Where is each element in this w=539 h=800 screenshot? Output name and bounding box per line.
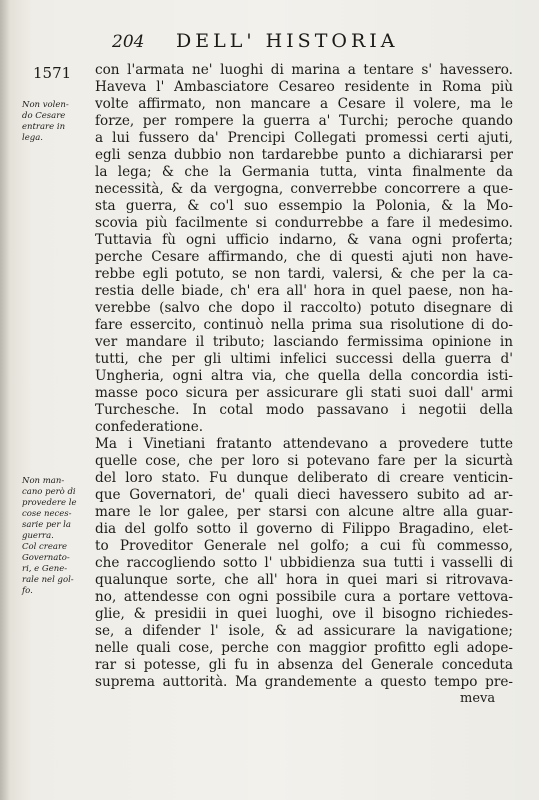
body-line: volte affirmato, non mancare a Cesare il volere, ma le — [95, 96, 513, 112]
gutter-shadow — [0, 0, 10, 800]
margin-note-line: Non volen- — [22, 100, 69, 110]
margin-note-line: Non man- — [22, 476, 65, 486]
page-header — [112, 30, 532, 56]
margin-note-line: fo. — [22, 586, 33, 596]
body-line: scovia più facilmente si condurrebbe a fare il medesimo. — [95, 215, 513, 231]
body-line: mare le lor galee, per starsi con alcune altre alla guar- — [95, 504, 513, 520]
body-line: tutti, che per gli ultimi infelici successi della guerra d' — [95, 351, 513, 367]
body-line: Turchesche. In cotal modo passavano i negotii della — [95, 402, 513, 418]
body-line: nelle quali cose, perche con maggior profitto egli adope- — [95, 640, 513, 656]
body-line: rebbe egli potuto, se non tardi, valersi, & che per la ca- — [95, 266, 513, 282]
body-line: con l'armata ne' luoghi di marina a tentare s' havessero. — [95, 62, 513, 78]
margin-note-line: guerra. — [22, 531, 54, 541]
body-line: che raccogliendo sotto l' ubbidienza sua tutti i vasselli di — [95, 555, 513, 571]
body-line: perche Cesare affirmando, che di questi ajuti non have- — [95, 249, 513, 265]
margin-note-2 — [22, 476, 88, 597]
body-line: del loro stato. Fu dunque deliberato di creare venticin- — [95, 470, 513, 486]
body-line: quelle cose, che per loro si potevano fare per la sicurtà — [95, 453, 513, 469]
marginal-year: 1571 — [33, 64, 72, 82]
body-line: Ma i Vinetiani fratanto attendevano a provedere tutte — [95, 436, 513, 452]
margin-note-line: cose neces- — [22, 509, 72, 519]
body-line: masse poco sicura per assicurare gli stati suoi dall' armi — [95, 385, 513, 401]
margin-note-line: cano però di — [22, 487, 76, 497]
margin-note-1 — [22, 100, 88, 144]
body-line: egli senza dubbio non tardarebbe punto a dichiararsi per — [95, 147, 513, 163]
margin-note-line: do Cesare — [22, 111, 66, 121]
body-line: restia delle biade, ch' era all' hora in quel paese, non ha- — [95, 283, 513, 299]
body-line: verebbe (salvo che dopo il raccolto) potuto disegnare di — [95, 300, 513, 316]
body-line: necessità, & da vergogna, converrebbe concorrere a que- — [95, 181, 513, 197]
margin-note-line: Col creare — [22, 542, 68, 552]
margin-note-line: ri, e Gene- — [22, 564, 68, 574]
margin-note-line: rale nel gol- — [22, 575, 74, 585]
body-line: que Governatori, de' quali dieci havessero subito ad ar- — [95, 487, 513, 503]
body-line: rar si potesse, gli fu in absenza del Generale conceduta — [95, 657, 513, 673]
body-line: forze, per rompere la guerra a' Turchi; peroche quando — [95, 113, 513, 129]
body-line: qualunque sorte, che all' hora in quei mari si ritrovava- — [95, 572, 513, 588]
margin-note-line: Governato- — [22, 553, 70, 563]
body-line: confederatione. — [95, 419, 204, 435]
body-line: dia del golfo sotto il governo di Filippo Bragadino, elet- — [95, 521, 513, 537]
catchword: meva — [460, 691, 496, 706]
body-line: la lega; & che la Germania tutta, vinta finalmente da — [95, 164, 513, 180]
body-line: fare essercito, continuò nella prima sua risolutione di do- — [95, 317, 513, 333]
margin-note-line: provedere le — [22, 498, 77, 508]
body-line: no, attendesse con ogni possibile cura a portare vettova- — [95, 589, 513, 605]
page-number: 204 — [112, 32, 145, 52]
body-line: Tuttavia fù ogni ufficio indarno, & vana ogni proferta; — [95, 232, 513, 248]
body-line: Haveva l' Ambasciatore Cesareo residente in Roma più — [95, 79, 513, 95]
body-line: suprema auttorità. Ma grandemente a questo tempo pre- — [95, 674, 513, 690]
running-title: DELL' HISTORIA — [176, 30, 399, 52]
body-line: glie, & presidii in quei luoghi, ove il bisogno richiedes- — [95, 606, 513, 622]
body-line: sta guerra, & co'l suo essempio la Polonia, & la Mo- — [95, 198, 513, 214]
margin-note-line: entrare in — [22, 122, 66, 132]
body-line: to Proveditor Generale nel golfo; a cui fù commesso, — [95, 538, 513, 554]
body-line: se, a difender l' isole, & ad assicurare la navigatione; — [95, 623, 513, 639]
body-line: a lui fussero da' Prencipi Collegati promessi certi ajuti, — [95, 130, 513, 146]
margin-note-line: lega. — [22, 133, 43, 143]
body-line: Ungheria, ogni altra via, che quella della concordia isti- — [95, 368, 513, 384]
margin-note-line: sarie per la — [22, 520, 71, 530]
body-line: ver mandare il tributo; lasciando fermissima opinione in — [95, 334, 513, 350]
